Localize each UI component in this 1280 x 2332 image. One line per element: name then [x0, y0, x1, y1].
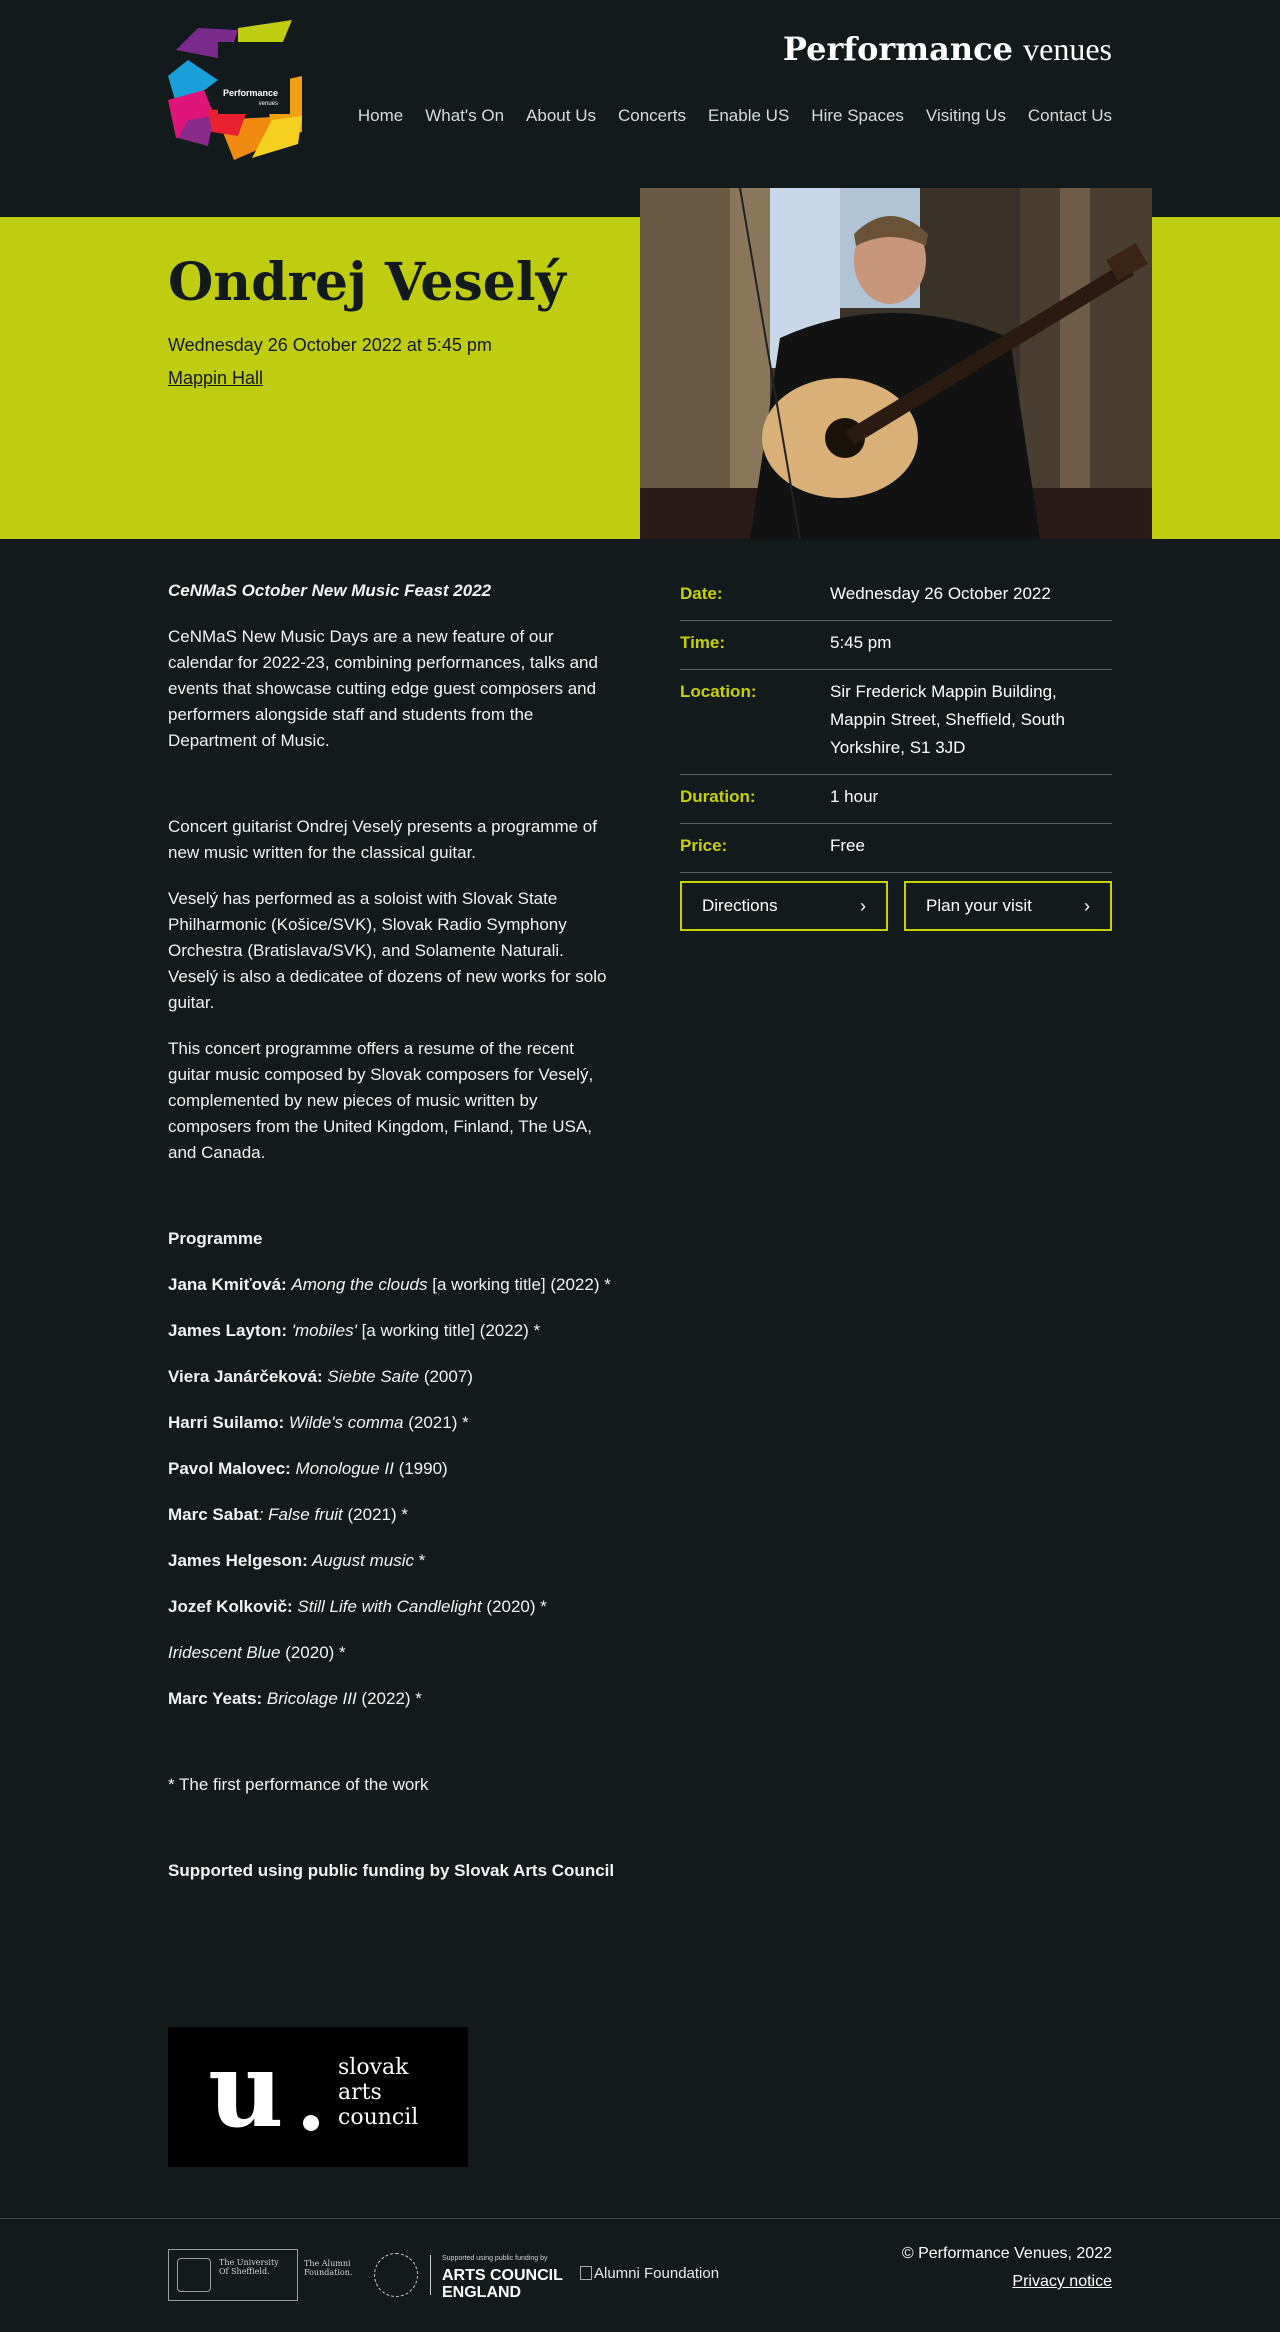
alumni-foundation-image[interactable]: [580, 2265, 719, 2282]
work-details: (2021) *: [342, 1505, 408, 1524]
detail-row-date: [680, 572, 1112, 621]
hero-datetime: Wednesday 26 October 2022 at 5:45 pm: [168, 335, 492, 355]
work-details: [a working title] (2022) *: [356, 1321, 541, 1340]
composer: Harri Suilamo:: [168, 1413, 285, 1432]
work-title: Siebte Saite: [322, 1367, 420, 1386]
work-title: Wilde's comma: [284, 1413, 404, 1432]
detail-row-location: [680, 670, 1112, 775]
composer: Viera Janárčeková:: [168, 1367, 323, 1386]
work-title: : False fruit: [258, 1505, 343, 1524]
plan-visit-button[interactable]: [904, 881, 1112, 931]
programme-item: [168, 1272, 618, 1298]
alumni-foundation-text-logo: The Alumni Foundation.: [304, 2259, 353, 2277]
work-details: (2022) *: [356, 1689, 422, 1708]
brand-wordmark[interactable]: [783, 30, 1112, 68]
programme-heading: Programme: [168, 1229, 263, 1248]
ace-small-text: Supported using public funding by: [442, 2255, 548, 2262]
programme-item: [168, 1502, 618, 1528]
nav-whats-on[interactable]: What's On: [425, 106, 505, 125]
ace-line-2: ENGLAND: [442, 2284, 522, 2301]
detail-value: 1 hour: [830, 787, 879, 806]
arts-council-england-logo[interactable]: [372, 2249, 562, 2301]
lead-heading: CeNMaS October New Music Feast 2022: [168, 581, 492, 600]
broken-image-icon: [580, 2266, 592, 2280]
ace-ring-icon: [374, 2253, 418, 2297]
work-title: Iridescent Blue: [168, 1643, 281, 1662]
work-title: Bricolage III: [262, 1689, 357, 1708]
work-title: August music: [307, 1551, 414, 1570]
programme-item: [168, 1594, 618, 1620]
directions-label: Directions: [702, 896, 778, 915]
work-title: 'mobiles': [287, 1321, 357, 1340]
detail-value: 5:45 pm: [830, 633, 892, 652]
copyright: © Performance Venues, 2022: [901, 2245, 1112, 2262]
sac-line-3: council: [338, 2105, 419, 2130]
programme-item: [168, 1686, 618, 1712]
detail-label: Date:: [680, 584, 723, 603]
programme-item: [168, 1318, 618, 1344]
programme-item: [168, 1548, 618, 1574]
ace-divider: [430, 2255, 431, 2295]
detail-row-price: [680, 824, 1112, 873]
performance-venues-logo[interactable]: [168, 20, 302, 160]
work-details: (2020) *: [280, 1643, 346, 1662]
brand-light: venues: [1023, 31, 1112, 67]
logo-text-1: Performance: [222, 88, 278, 98]
slovak-arts-council-logo: [168, 2027, 468, 2167]
detail-value: Free: [830, 836, 865, 855]
work-title: Monologue II: [290, 1459, 394, 1478]
chevron-right-icon: ›: [860, 895, 866, 916]
sac-line-2: arts: [338, 2080, 382, 2105]
site-header: [0, 0, 1280, 188]
chevron-right-icon: ›: [1084, 895, 1090, 916]
main-nav: [336, 106, 1112, 126]
nav-hire-spaces[interactable]: Hire Spaces: [811, 106, 904, 125]
nav-enable-us[interactable]: Enable US: [708, 106, 790, 125]
work-details: (2007): [419, 1367, 473, 1386]
detail-label: Time:: [680, 633, 726, 652]
nav-visiting-us[interactable]: Visiting Us: [925, 106, 1006, 125]
work-details: (2021) *: [403, 1413, 469, 1432]
brand-bold: Performance: [782, 30, 1013, 68]
detail-row-duration: [680, 775, 1112, 824]
work-title: Still Life with Candlelight: [292, 1597, 482, 1616]
work-details: [a working title] (2022) *: [427, 1275, 611, 1294]
sac-line-1: slovak: [338, 2055, 409, 2080]
detail-label: Location:: [680, 682, 757, 701]
composer: James Layton:: [168, 1321, 288, 1340]
nav-home[interactable]: Home: [357, 106, 404, 125]
composer: Jozef Kolkovič:: [168, 1597, 293, 1616]
nav-concerts[interactable]: Concerts: [617, 106, 687, 125]
premiere-footnote: * The first performance of the work: [168, 1775, 429, 1794]
support-statement: Supported using public funding by Slovak Arts Council: [168, 1861, 615, 1880]
programme-item: [168, 1364, 618, 1390]
detail-buttons: [680, 881, 1112, 931]
event-details: [680, 572, 1112, 931]
intro-paragraph: CeNMaS New Music Days are a new feature of our calendar for 2022-23, combining performances, talks and events that showcase cutting edge guest composers and performers alongside staff and students from the Department of Music.: [168, 627, 598, 750]
nav-about-us[interactable]: About Us: [526, 106, 596, 125]
programme-list: [168, 1272, 618, 1712]
crest-icon: [177, 2258, 211, 2292]
composer: Pavol Malovec:: [168, 1459, 291, 1478]
programme-item: [168, 1410, 618, 1436]
body-paragraph: This concert programme offers a resume of the recent guitar music composed by Slovak composers for Veselý, complemented by new pieces of music written by composers from the United Kingdom, Finland, The USA, and Canada.: [168, 1039, 594, 1162]
detail-row-time: [680, 621, 1112, 670]
site-footer: [0, 2218, 1280, 2332]
sac-letter: u: [208, 2028, 284, 2151]
sac-words: [338, 2055, 418, 2130]
work-details: (2020) *: [481, 1597, 547, 1616]
directions-button[interactable]: [680, 881, 888, 931]
alumni-alt-text: Alumni Foundation: [594, 2265, 720, 2282]
detail-value: Sir Frederick Mappin Building, Mappin Street, Sheffield, South Yorkshire, S1 3JD: [830, 682, 1066, 757]
detail-label: Duration:: [680, 787, 756, 806]
composer: Marc Sabat: [168, 1505, 259, 1524]
concert-photo: [640, 188, 1152, 539]
plan-visit-label: Plan your visit: [926, 896, 1032, 915]
event-description: [168, 578, 618, 1904]
composer: James Helgeson:: [168, 1551, 308, 1570]
body-paragraph: Concert guitarist Ondrej Veselý presents a programme of new music written for the classical guitar.: [168, 817, 597, 862]
logo-text-2: venues: [258, 101, 278, 107]
body-paragraph: Veselý has performed as a soloist with Slovak State Philharmonic (Košice/SVK), Slovak Radio Symphony Orchestra (Bratislava/SVK), and Solamente Naturali. Veselý is also a dedicatee of dozens of new works for solo guitar.: [168, 889, 607, 1012]
page-title: Ondrej Veselý: [168, 252, 566, 313]
sac-dot: [303, 2115, 319, 2131]
work-title: Among the clouds: [291, 1275, 428, 1294]
privacy-notice-link[interactable]: Privacy notice: [1012, 2273, 1112, 2290]
uos-text: The University Of Sheffield.: [219, 2258, 279, 2276]
ace-big-text: [442, 2267, 563, 2301]
work-details: (1990): [393, 1459, 448, 1478]
detail-value: Wednesday 26 October 2022: [830, 584, 1051, 603]
programme-item: [168, 1640, 618, 1666]
university-of-sheffield-logo[interactable]: [168, 2249, 298, 2301]
ace-line-1: ARTS COUNCIL: [442, 2267, 563, 2284]
composer: Jana Kmiťová:: [168, 1275, 287, 1294]
detail-label: Price:: [680, 836, 728, 855]
hero-venue-link[interactable]: Mappin Hall: [168, 368, 264, 388]
programme-item: [168, 1456, 618, 1482]
guitarist-illustration: [640, 188, 1152, 539]
composer: Marc Yeats:: [168, 1689, 263, 1708]
nav-contact-us[interactable]: Contact Us: [1027, 106, 1112, 125]
work-details: *: [413, 1551, 426, 1570]
